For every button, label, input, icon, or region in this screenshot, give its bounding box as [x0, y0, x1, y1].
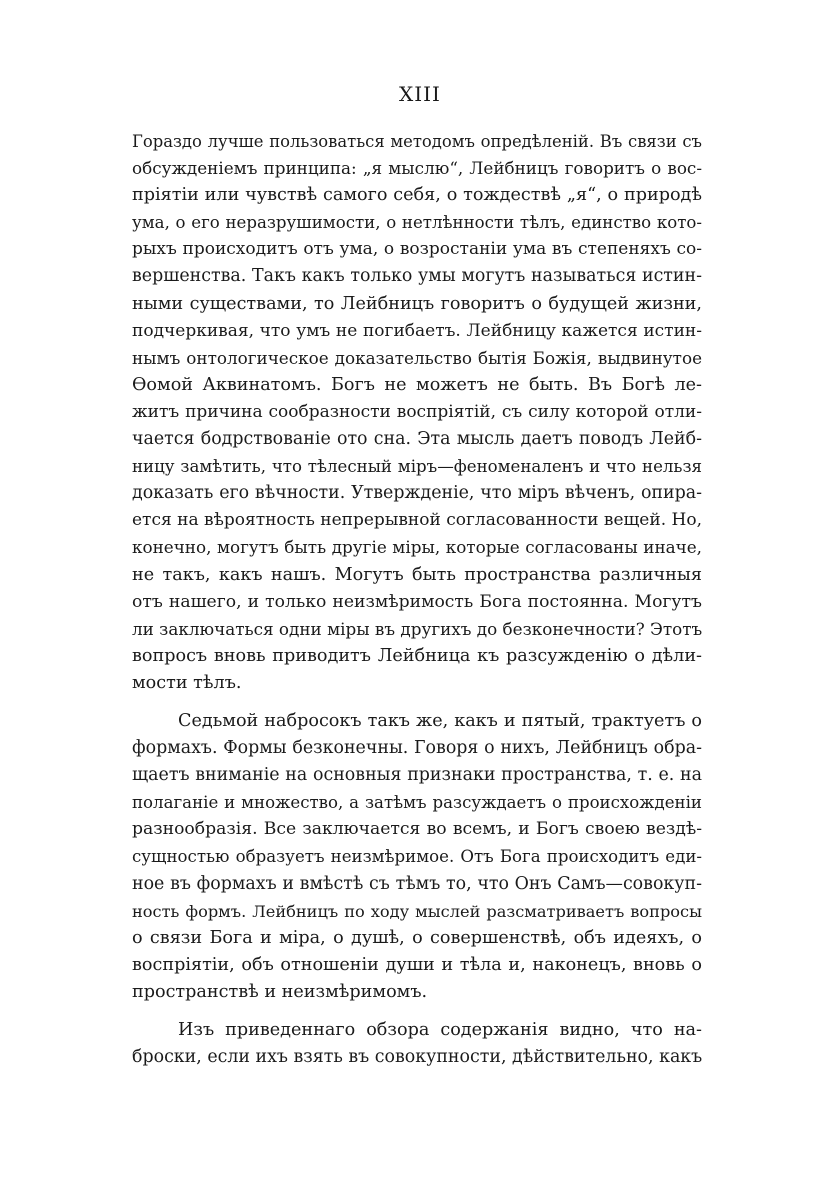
paragraph-2: [132, 708, 702, 1006]
text-line: воспріятіи, объ отношеніи души и тѣла и, наконецъ, вновь о: [132, 954, 702, 975]
text-line: ное въ формахъ и вмѣстѣ съ тѣмъ то, что Онъ Самъ—совокуп-: [132, 873, 702, 894]
text-line: ется на вѣроятность непрерывной согласованности вещей. Но,: [132, 510, 702, 531]
body-text: [132, 128, 702, 1071]
text-line: щаетъ вниманіе на основныя признаки пространства, т. е. на: [132, 765, 702, 786]
text-line: нымъ онтологическое доказательство бытія Божія, выдвинутое: [132, 347, 702, 368]
paragraph-3: [132, 1017, 702, 1071]
text-line: конечно, могутъ быть другіе міры, которые согласованы иначе,: [132, 537, 702, 558]
text-line: вопросъ вновь приводитъ Лейбница къ разсужденію о дѣли-: [132, 645, 702, 666]
text-line: пространствѣ и неизмѣримомъ.: [132, 981, 428, 1002]
text-line: сущностью образуетъ неизмѣримое. Отъ Бога происходитъ еди-: [132, 847, 702, 867]
text-line: разнообразія. Все заключается во всемъ, и Богъ своею вездѣ-: [132, 819, 702, 840]
text-line: Ѳомой Аквинатомъ. Богъ не можетъ не быть. Въ Богѣ ле-: [132, 374, 702, 395]
text-line: Седьмой набросокъ такъ же, какъ и пятый, трактуетъ о: [178, 710, 702, 731]
paragraph-spacer: [132, 697, 702, 708]
text-line: рыхъ происходитъ отъ ума, о возростаніи ума въ степеняхъ со-: [132, 239, 702, 260]
text-line: ума, о его неразрушимости, о нетлѣнности тѣлъ, единство кото-: [132, 213, 702, 233]
text-line: полаганіе и множество, а затѣмъ разсуждаетъ о происхожденіи: [132, 793, 702, 813]
paragraph-1: [132, 128, 702, 697]
paragraph-spacer: [132, 1006, 702, 1017]
text-line: ли заключаться одни міры въ другихъ до безконечности? Этотъ: [132, 618, 702, 639]
text-line: доказать его вѣчности. Утвержденіе, что міръ вѣченъ, опира-: [132, 483, 702, 504]
text-line: чается бодрствованіе ото сна. Эта мысль даетъ поводъ Лейб-: [132, 429, 702, 450]
text-line: формахъ. Формы безконечны. Говоря о нихъ, Лейбницъ обра-: [132, 738, 702, 759]
text-line: пріятіи или чувствѣ самого себя, о тождествѣ „я“, о природѣ: [132, 185, 702, 206]
text-line: броски, если ихъ взять въ совокупности, дѣйствительно, какъ: [132, 1047, 702, 1068]
page-number: XIII: [399, 82, 441, 106]
text-line: ность формъ. Лейбницъ по ходу мыслей разсматриваетъ вопросы: [132, 901, 702, 921]
text-line: ницу замѣтить, что тѣлесный міръ—феноменаленъ и что нельзя: [132, 457, 702, 477]
text-line: Изъ приведеннаго обзора содержанія видно, что на-: [178, 1020, 702, 1040]
text-line: о связи Бога и міра, о душѣ, о совершенствѣ, объ идеяхъ, о: [132, 927, 702, 948]
text-line: вершенства. Такъ какъ только умы могутъ называться истин-: [132, 266, 702, 287]
text-line: ными существами, то Лейбницъ говоритъ о будущей жизни,: [132, 293, 702, 314]
text-line: обсужденіемъ принципа: „я мыслю“, Лейбницъ говоритъ о вос-: [132, 158, 702, 179]
text-line: мости тѣлъ.: [132, 672, 242, 693]
text-line: Гораздо лучше пользоваться методомъ опредѣленій. Въ связи съ: [132, 132, 702, 151]
text-line: отъ нашего, и только неизмѣримость Бога постоянна. Могутъ: [132, 591, 702, 612]
text-line: подчеркивая, что умъ не погибаетъ. Лейбницу кажется истин-: [132, 320, 702, 341]
text-line: житъ причина сообразности воспріятій, съ силу которой отли-: [132, 401, 702, 422]
text-line: не такъ, какъ нашъ. Могутъ быть пространства различныя: [132, 564, 702, 585]
